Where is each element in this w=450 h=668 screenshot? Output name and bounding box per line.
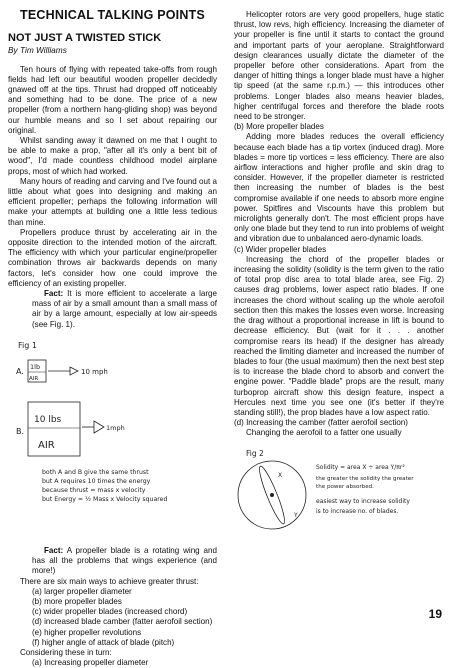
paragraph: Propellers produce thrust by accelerating air in the opposite direction to the intended motion of the aircraft. The efficiency with which your particular engine/propeller combination throws air backwards depends on many factors, let's consider how one could improve the efficiency of an existing propeller. — [8, 227, 217, 288]
figure-1 — [8, 336, 217, 536]
fact-2 — [8, 546, 217, 577]
air-box-b-text: AIR — [38, 439, 55, 451]
list-item: (d) increased blade camber (fatter aerofoil section) — [32, 617, 213, 627]
arrow-b-head — [94, 421, 104, 433]
list-item: (b) more propeller blades — [32, 596, 122, 606]
y-label: Y — [294, 511, 298, 519]
subheading: (a) Increasing propeller diameter — [32, 658, 149, 668]
paragraph: Helicopter rotors are very good propellers, huge static thrust, low revs, high efficiency. Increasing the diameter of your propeller is fine until it starts to contact the ground and important parts of your aeroplane. Straightforward design clearances usually dictate the diameter of the propeller before other considerations. Apart from the danger of hitting things a longer blade must have a higher tip speed (at the same r.p.m.) — this introduces other problems. Longer blades also means heavier blades, higher centrifugal forces and therefore the blade roots need to be stronger. — [234, 10, 444, 122]
fig1-note: but Energy = ½ Mass x Velocity squared — [42, 495, 168, 503]
subheading: (c) Wider propeller blades — [234, 244, 327, 254]
fig2-note: the greater the solidity the greater — [316, 475, 414, 482]
paragraph: Adding more blades reduces the overall efficiency because each blade has a tip vortex (induced drag). More blades = more tip vortices = less efficiency. There are also airflow interactions and higher profile and skin drag to consider. However, if the propeller diameter is restricted then increasing the number of blades is the best compromise available if one needs to absorb more engine power. Spitfires and Viscounts have this problem but microlights generally don't. The most efficient props have only one blade but they tend to run into problems of weight and vibration due to unbalanced aero-dynamic loads. — [234, 132, 444, 244]
subheading: (b) More propeller blades — [234, 122, 324, 132]
paragraph: Increasing the chord of the propeller blades or increasing the solidity (solidity is the term given to the ratio of total prop disc area to total blade area, see Fig. 2) causes drag problems, lower aspect ratio blades. If one increases the chord without scaling up the whole aerofoil section then this makes the losses even worse. Increasing the drag without a proportional increase in lift is bound to decrease efficiency. But (wait for it . . . another compromise rears its head) if the designer has already reached the limiting diameter and increased the number of blades to four (the usual maximum) then the next best step is to increase the blade chord to absorb and convert the engine power. "Paddle blade" props are the result, many turboprop aircraft show this design feature, inspect a Hercules next time you see one (it's better if they're standing still!), the prop blades have a low aspect ratio. — [234, 254, 444, 417]
page-number: 19 — [428, 607, 442, 621]
speed-b: 1mph — [106, 423, 125, 432]
list-intro: There are six main ways to achieve greater thrust: — [20, 576, 199, 586]
right-column — [234, 10, 444, 535]
list-item: (c) wider propeller blades (increased chord) — [32, 607, 188, 617]
fig1-note: both A and B give the same thrust — [42, 468, 149, 476]
fact-text: A propeller blade is a rotating wing and has all the problems that wings experience (and more!) — [32, 545, 217, 576]
figure-label: Fig 2 — [246, 448, 264, 458]
arrow-a-head — [70, 367, 78, 375]
fig2-note: is to increase no. of blades. — [316, 507, 399, 515]
air-box-a-text: AIR — [29, 375, 39, 382]
figure-2 — [234, 447, 444, 535]
x-label: X — [278, 471, 283, 479]
article-title: NOT JUST A TWISTED STICK — [8, 32, 162, 45]
case-a-label: A. — [16, 366, 24, 376]
figure-1-drawing — [8, 336, 217, 536]
fig2-note: Solidity = area X ÷ area Y/πr² — [316, 463, 405, 471]
fact-label: Fact: — [44, 289, 64, 299]
considering-line: Considering these in turn: — [20, 647, 112, 657]
figure-2-drawing — [234, 447, 444, 535]
fact-text: It is more efficient to accelerate a large mass of air by a small amount than a small mass of air by a large amount, especially at low air-speeds (see Fig. 1). — [32, 289, 217, 329]
prop-hub — [270, 493, 274, 497]
air-box-a-mass: 1lb — [30, 362, 41, 371]
paragraph: Changing the aerofoil to a fatter one usually — [246, 428, 402, 438]
list-item: (f) higher angle of attack of blade (pitch) — [32, 637, 175, 647]
speed-a: 10 mph — [81, 367, 108, 376]
list-item: (a) larger propeller diameter — [32, 586, 132, 596]
case-b-label: B. — [16, 426, 25, 436]
left-column — [8, 10, 217, 668]
section-title: TECHNICAL TALKING POINTS — [20, 8, 205, 22]
figure-label: Fig 1 — [18, 340, 37, 350]
fig1-note: because thrust = mass x velocity — [42, 486, 146, 494]
byline: By Tim Williams — [8, 45, 67, 56]
air-box-b-mass: 10 lbs — [34, 414, 62, 425]
fig1-note: but A requires 10 times the energy — [42, 477, 151, 485]
fact-1 — [8, 289, 217, 330]
paragraph: Many hours of reading and carving and I've found out a little about what goes into designing and making an efficient propeller; perhaps the following information will make your attempts at building one a little less tedious than mine. — [8, 176, 217, 227]
list-item: (e) higher propeller revolutions — [32, 627, 142, 637]
fact-label: Fact: — [44, 545, 64, 555]
subheading: (d) Increasing the camber (fatter aerofoil section) — [234, 418, 408, 428]
paragraph: Whilst sanding away it dawned on me that I ought to be able to make a prop, "after all it's only a bent bit of wood", I'd made countless childhood model airplane props, most of which had worked. — [8, 136, 217, 176]
paragraph: Ten hours of flying with repeated take-offs from rough fields had left our beautiful wooden propeller decidedly gnawed off at the tips. Thrust had dropped off noticeably and something had to be done. The price of a new propeller (from a northern hang-gliding shop) was beyond our humble means and so I set about repairing our original. — [8, 64, 217, 135]
fig2-note: the power absorbed. — [316, 483, 374, 490]
fig2-note: easiest way to increase solidity — [316, 497, 410, 505]
